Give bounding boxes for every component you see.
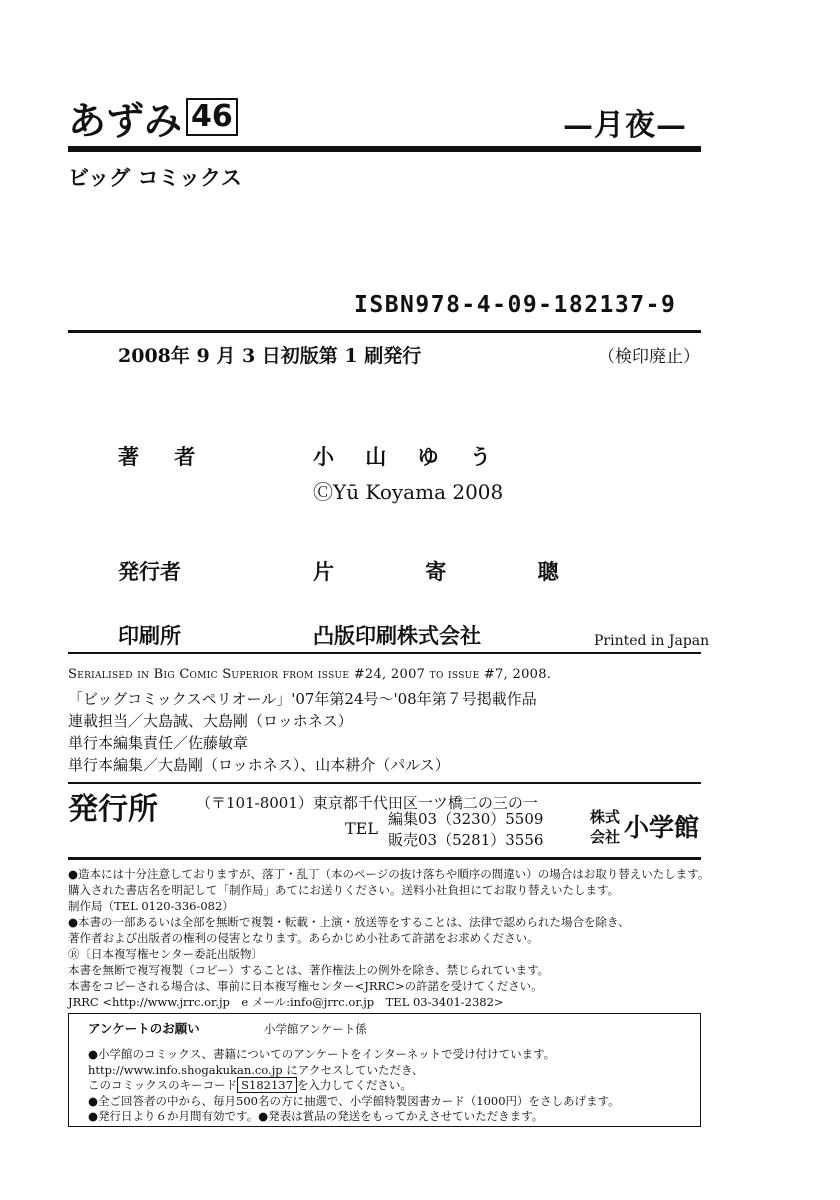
- company-prefix-2: 会社: [590, 828, 621, 846]
- printer-label: 印刷所: [118, 623, 181, 648]
- volume-number: 46: [186, 98, 238, 136]
- edition-note: （検印廃止）: [598, 347, 700, 367]
- editor-chief: 単行本編集責任／佐藤敏章: [68, 734, 249, 752]
- book-title: [68, 98, 238, 143]
- tel-sales: 販売03（5281）3556: [388, 831, 544, 849]
- serial-english: Serialised in Big Comic Superior from issue #24, 2007 to issue #7, 2008.: [68, 667, 552, 682]
- editor-serial: 連載担当／大島誠、大島剛（ロッホネス）: [68, 712, 353, 730]
- tel-editorial: 編集03（3230）5509: [388, 810, 544, 828]
- survey-line: ●全ご回答者の中から、毎月500名の方に抽選で、小学館特製図書カード（1000円）をさしあげます。: [88, 1094, 620, 1108]
- isbn-rule: [68, 330, 701, 333]
- notice-line: Ⓡ〔日本複写権センター委託出版物〕: [68, 947, 264, 961]
- tel-label: TEL: [345, 819, 378, 838]
- title-main: あずみ: [68, 99, 183, 143]
- printer-name: 凸版印刷株式会社: [313, 623, 481, 648]
- publisher-name: 片 寄 聰: [313, 559, 601, 584]
- serial-japanese: 「ビッグコミックスペリオール」'07年第24号～'08年第７号掲載作品: [68, 690, 537, 708]
- survey-line: http://www.info.shogakukan.co.jp にアクセスしていただき、: [88, 1063, 424, 1077]
- notice-line: 購入された書店名を明記して「制作局」あてにお送りください。送料小社負担にてお取り替えいたします。: [68, 883, 620, 897]
- notice-line: ●造本には十分注意しておりますが、落丁・乱丁（本のページの抜け落ちや順序の間違い）の場合はお取り替えいたします。: [68, 867, 710, 881]
- notice-line: 本書をコピーされる場合は、事前に日本複写権センター<JRRC>の許諾を受けてください。: [68, 979, 543, 993]
- office-label: 発行所: [68, 792, 158, 827]
- company-name: 小学館: [624, 813, 700, 842]
- survey-keycode: S182137: [237, 1077, 297, 1093]
- notice-line: 本書を無断で複写複製（コピー）することは、著作権法上の例外を除き、禁じられています。: [68, 963, 550, 977]
- author-name: 小 山 ゆ う: [313, 444, 503, 469]
- company-prefix-1: 株式: [590, 808, 621, 826]
- author-label: 著 者: [118, 444, 210, 469]
- survey-line: ●発行日より６か月間有効です。●発表は賞品の発送をもってかえさせていただきます。: [88, 1109, 544, 1123]
- edition-date: 2008年 9 月 3 日初版第 1 刷発行: [118, 345, 422, 367]
- survey-line: [88, 1078, 412, 1094]
- office-address: （〒101-8001）東京都千代田区一ツ橋二の三の一: [196, 794, 538, 812]
- serial-rule: [68, 782, 701, 784]
- notice-line: ●本書の一部あるいは全部を無断で複製・転載・上演・放送等をすることは、法律で認められた場合を除き、: [68, 915, 630, 929]
- notice-line: JRRC <http://www.jrrc.or.jp e メール:info@jrrc.or.jp TEL 03-3401-2382>: [68, 995, 504, 1009]
- survey-heading: アンケートのお願い: [88, 1021, 200, 1036]
- printed-in: Printed in Japan: [594, 633, 710, 649]
- editor-book: 単行本編集／大島剛（ロッホネス）、山本耕介（パルス）: [68, 756, 450, 774]
- survey-line: ●小学館のコミックス、書籍についてのアンケートをインターネットで受け付けています。: [88, 1047, 556, 1061]
- office-rule: [68, 857, 701, 860]
- notice-line: 制作局（TEL 0120-336-082）: [68, 899, 234, 913]
- credits-rule: [68, 652, 701, 654]
- survey-keycode-text-after: を入力してください。: [296, 1078, 412, 1092]
- title-rule: [68, 146, 701, 152]
- notice-line: 著作者および出版者の権利の侵害となります。あらかじめ小社あて許諾をお求めください。: [68, 931, 539, 945]
- copyright: ⒸYū Koyama 2008: [313, 480, 504, 504]
- survey-dept: 小学館アンケート係: [264, 1022, 367, 1036]
- title-subtitle: —月夜—: [563, 108, 687, 143]
- series-label: ビッグ コミックス: [68, 166, 242, 190]
- isbn: ISBN978-4-09-182137-9: [354, 292, 677, 318]
- publisher-label: 発行者: [118, 559, 181, 584]
- survey-box: [68, 1013, 701, 1127]
- survey-keycode-text: このコミックスのキーコード: [88, 1078, 238, 1092]
